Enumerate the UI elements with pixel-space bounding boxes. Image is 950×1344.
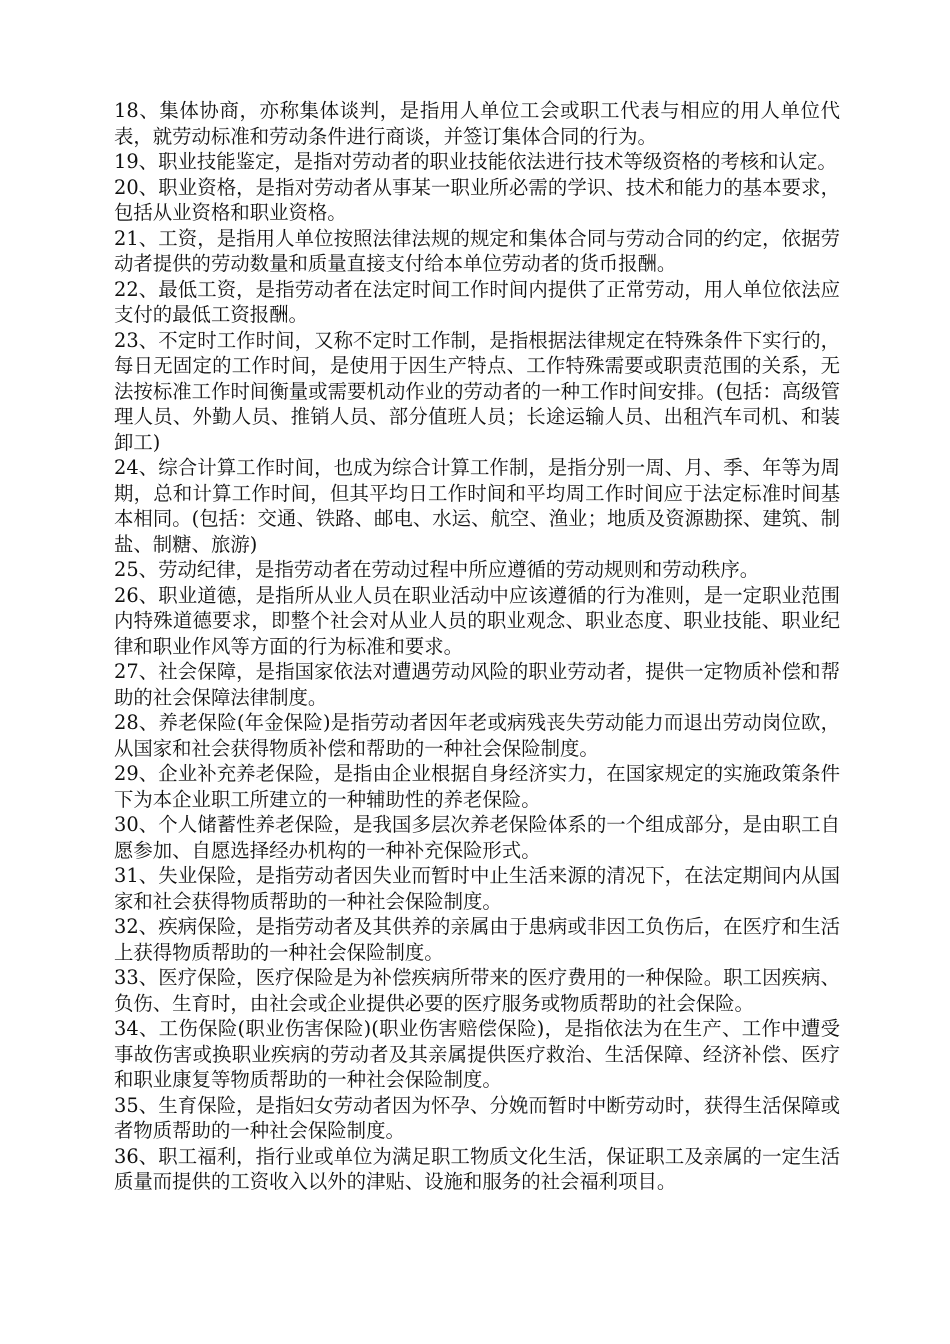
definition-paragraph: 25、劳动纪律，是指劳动者在劳动过程中所应遵循的劳动规则和劳动秩序。 — [114, 558, 760, 581]
definition-paragraph: 35、生育保险，是指妇女劳动者因为怀孕、分娩而暂时中断劳动时，获得生活保障或者物质帮助的一种社会保险制度。 — [114, 1093, 840, 1142]
definition-paragraph: 36、职工福利，指行业或单位为满足职工物质文化生活，保证职工及亲属的一定生活质量而提供的工资收入以外的津贴、设施和服务的社会福利项目。 — [114, 1144, 840, 1193]
definition-paragraph: 31、失业保险，是指劳动者因失业而暂时中止生活来源的清况下，在法定期间内从国家和社会获得物质帮助的一种社会保险制度。 — [114, 864, 840, 913]
definition-paragraph: 33、医疗保险，医疗保险是为补偿疾病所带来的医疗费用的一种保险。职工因疾病、负伤、生育时，由社会或企业提供必要的医疗服务或物质帮助的社会保险。 — [114, 966, 840, 1015]
definition-paragraph: 18、集体协商，亦称集体谈判，是指用人单位工会或职工代表与相应的用人单位代表，就劳动标准和劳动条件进行商谈，并签订集体合同的行为。 — [114, 99, 840, 148]
definition-paragraph: 34、工伤保险(职业伤害保险)(职业伤害赔偿保险)，是指依法为在生产、工作中遭受事故伤害或换职业疾病的劳动者及其亲属提供医疗救治、生活保障、经济补偿、医疗和职业康复等物质帮助的一种社会保险制度。 — [114, 1017, 840, 1091]
definition-paragraph: 32、疾病保险，是指劳动者及其供养的亲属由于患病或非因工负伤后，在医疗和生活上获得物质帮助的一种社会保险制度。 — [114, 915, 840, 964]
definition-paragraph: 28、养老保险(年金保险)是指劳动者因年老或病残丧失劳动能力而退出劳动岗位欧，从国家和社会获得物质补偿和帮助的一种社会保险制度。 — [114, 711, 840, 760]
definition-paragraph: 19、职业技能鉴定，是指对劳动者的职业技能依法进行技术等级资格的考核和认定。 — [114, 150, 837, 173]
definition-paragraph: 29、企业补充养老保险，是指由企业根据自身经济实力，在国家规定的实施政策条件下为本企业职工所建立的一种辅助性的养老保险。 — [114, 762, 840, 811]
definition-paragraph: 20、职业资格，是指对劳动者从事某一职业所必需的学识、技术和能力的基本要求，包括从业资格和职业资格。 — [114, 175, 840, 224]
definition-paragraph: 21、工资，是指用人单位按照法律法规的规定和集体合同与劳动合同的约定，依据劳动者提供的劳动数量和质量直接支付给本单位劳动者的货币报酬。 — [114, 226, 840, 275]
definition-paragraph: 26、职业道德，是指所从业人员在职业活动中应该遵循的行为准则，是一定职业范围内特殊道德要求，即整个社会对从业人员的职业观念、职业态度、职业技能、职业纪律和职业作风等方面的行为标准和要求。 — [114, 583, 840, 658]
document-page — [114, 98, 840, 1195]
definition-paragraph: 27、社会保障，是指国家依法对遭遇劳动风险的职业劳动者，提供一定物质补偿和帮助的社会保障法律制度。 — [114, 660, 840, 709]
definition-paragraph: 22、最低工资，是指劳动者在法定时间工作时间内提供了正常劳动，用人单位依法应支付的最低工资报酬。 — [114, 277, 840, 326]
definition-paragraph: 30、个人储蓄性养老保险，是我国多层次养老保险体系的一个组成部分，是由职工自愿参加、自愿选择经办机构的一种补充保险形式。 — [114, 813, 840, 862]
definition-paragraph: 24、综合计算工作时间，也成为综合计算工作制，是指分别一周、月、季、年等为周期，总和计算工作时间，但其平均日工作时间和平均周工作时间应于法定标准时间基本相同。(包括：交通、铁路、邮电、水运、航空、渔业；地质及资源勘探、建筑、制盐、制糖、旅游) — [114, 456, 840, 556]
definition-paragraph: 23、不定时工作时间，又称不定时工作制，是指根据法律规定在特殊条件下实行的，每日无固定的工作时间，是使用于因生产特点、工作特殊需要或职责范围的关系，无法按标准工作时间衡量或需要机动作业的劳动者的一种工作时间安排。(包括：高级管理人员、外勤人员、推销人员、部分值班人员；长途运输人员、出租汽车司机、和装卸工) — [114, 328, 840, 454]
